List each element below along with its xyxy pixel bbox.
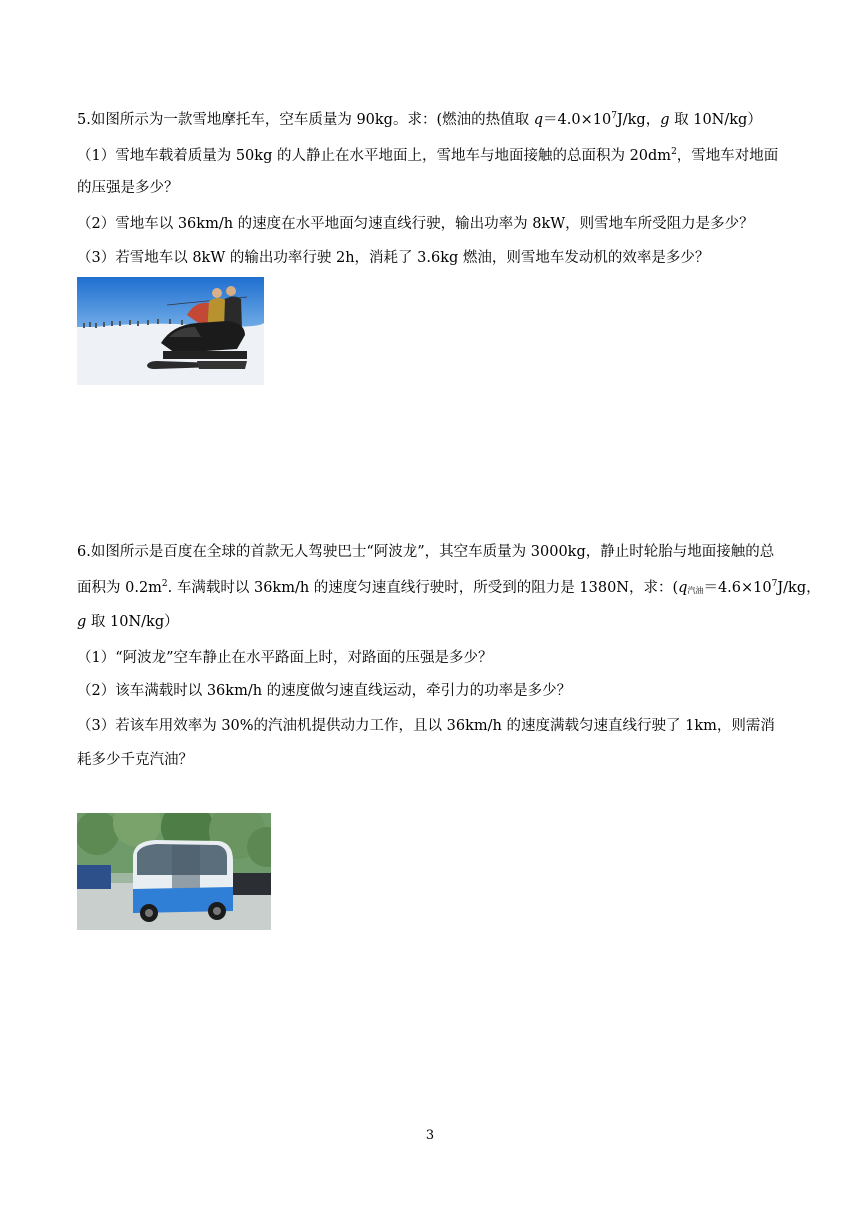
q6-part-3-cont: 耗多少千克汽油？: [77, 752, 193, 768]
q5-part-3: （3）若雪地车以 8kW 的输出功率行驶 2h，消耗了 3.6kg 燃油，则雪地车发动机的效率是多少？: [77, 250, 710, 266]
q6-part-3: （3）若该车用效率为 30%的汽油机提供动力工作，且以 36km/h 的速度满载匀速直线行驶了 1km，则需消: [77, 718, 775, 734]
q6-part-1: （1）“阿波龙”空车静止在水平路面上时，对路面的压强是多少？: [77, 650, 493, 666]
q5-stem: 5.如图所示为一款雪地摩托车，空车质量为 90kg。求：(燃油的热值取 $q=4.0\times 10^7J/kg$，g 取 10N/kg）: [77, 111, 762, 128]
q6-stem-line-3: g 取 10N/kg）: [77, 614, 179, 630]
q6-stem-line-2: 面积为 $0.2m^2$. 车满载时以 36km/h 的速度匀速直线行驶时，所受到的阻力是 1380N，求：(q汽油$=4.6\times 10^7J/kg$，: [77, 579, 821, 596]
bus-photo: [77, 813, 271, 930]
q5-part-1: （1）雪地车载着质量为 50kg 的人静止在水平地面上，雪地车与地面接触的总面积为 $20dm^2$，雪地车对地面: [77, 147, 779, 164]
q5-part-1-cont: 的压强是多少？: [77, 180, 179, 196]
q6-part-2: （2）该车满载时以 36km/h 的速度做匀速直线运动，牵引力的功率是多少？: [77, 683, 572, 699]
snowmobile-photo: [77, 277, 264, 385]
page-number: 3: [425, 1128, 435, 1143]
q5-part-2: （2）雪地车以 36km/h 的速度在水平地面匀速直线行驶，输出功率为 8kW，则雪地车所受阻力是多少？: [77, 216, 754, 232]
q6-stem-line-1: 6.如图所示是百度在全球的首款无人驾驶巴士“阿波龙”，其空车质量为 3000kg，静止时轮胎与地面接触的总: [77, 544, 775, 560]
